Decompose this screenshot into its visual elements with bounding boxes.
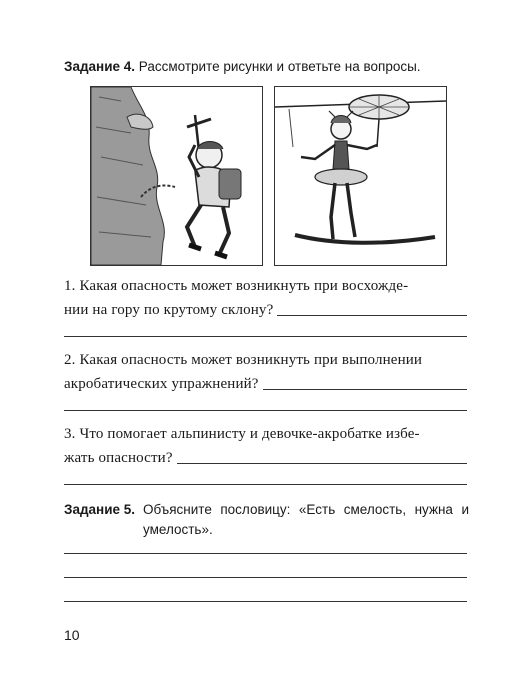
question-2-line2: акробатических упражнений? bbox=[64, 376, 259, 392]
answer-line-5c[interactable] bbox=[64, 601, 467, 602]
climber-picture bbox=[90, 86, 263, 266]
answer-line-1a[interactable] bbox=[277, 314, 467, 316]
question-1-line2: нии на гору по крутому склону? bbox=[64, 302, 274, 318]
climber-illustration bbox=[91, 87, 262, 265]
answer-line-1b[interactable] bbox=[64, 336, 467, 337]
question-2 bbox=[64, 348, 467, 396]
question-1-line1: 1. Какая опасность может возникнуть при восхожде- bbox=[64, 278, 409, 294]
question-1 bbox=[64, 274, 467, 322]
question-3 bbox=[64, 422, 467, 470]
answer-line-2b[interactable] bbox=[64, 410, 467, 411]
answer-line-2a[interactable] bbox=[263, 388, 467, 390]
answer-line-5a[interactable] bbox=[64, 553, 467, 554]
acrobat-picture bbox=[274, 86, 447, 266]
task5-label: Задание 5. bbox=[64, 502, 136, 517]
acrobat-girl-illustration bbox=[275, 87, 446, 265]
answer-line-3a[interactable] bbox=[177, 462, 467, 464]
page-number: 10 bbox=[64, 627, 80, 643]
answer-line-5b[interactable] bbox=[64, 577, 467, 578]
answer-line-3b[interactable] bbox=[64, 484, 467, 485]
task4-label: Задание 4. bbox=[64, 59, 136, 74]
task5-block bbox=[64, 500, 469, 540]
task5-text: Объясните пословицу: «Есть смелость, нужна и умелость». bbox=[143, 502, 469, 537]
task4-text: Рассмотрите рисунки и ответьте на вопросы. bbox=[135, 59, 421, 74]
question-3-line2: жать опасности? bbox=[64, 450, 173, 466]
question-3-line1: 3. Что помогает альпинисту и девочке-акробатке избе- bbox=[64, 426, 420, 442]
task4-heading bbox=[64, 58, 484, 76]
question-2-line1: 2. Какая опасность может возникнуть при выполнении bbox=[64, 352, 423, 368]
